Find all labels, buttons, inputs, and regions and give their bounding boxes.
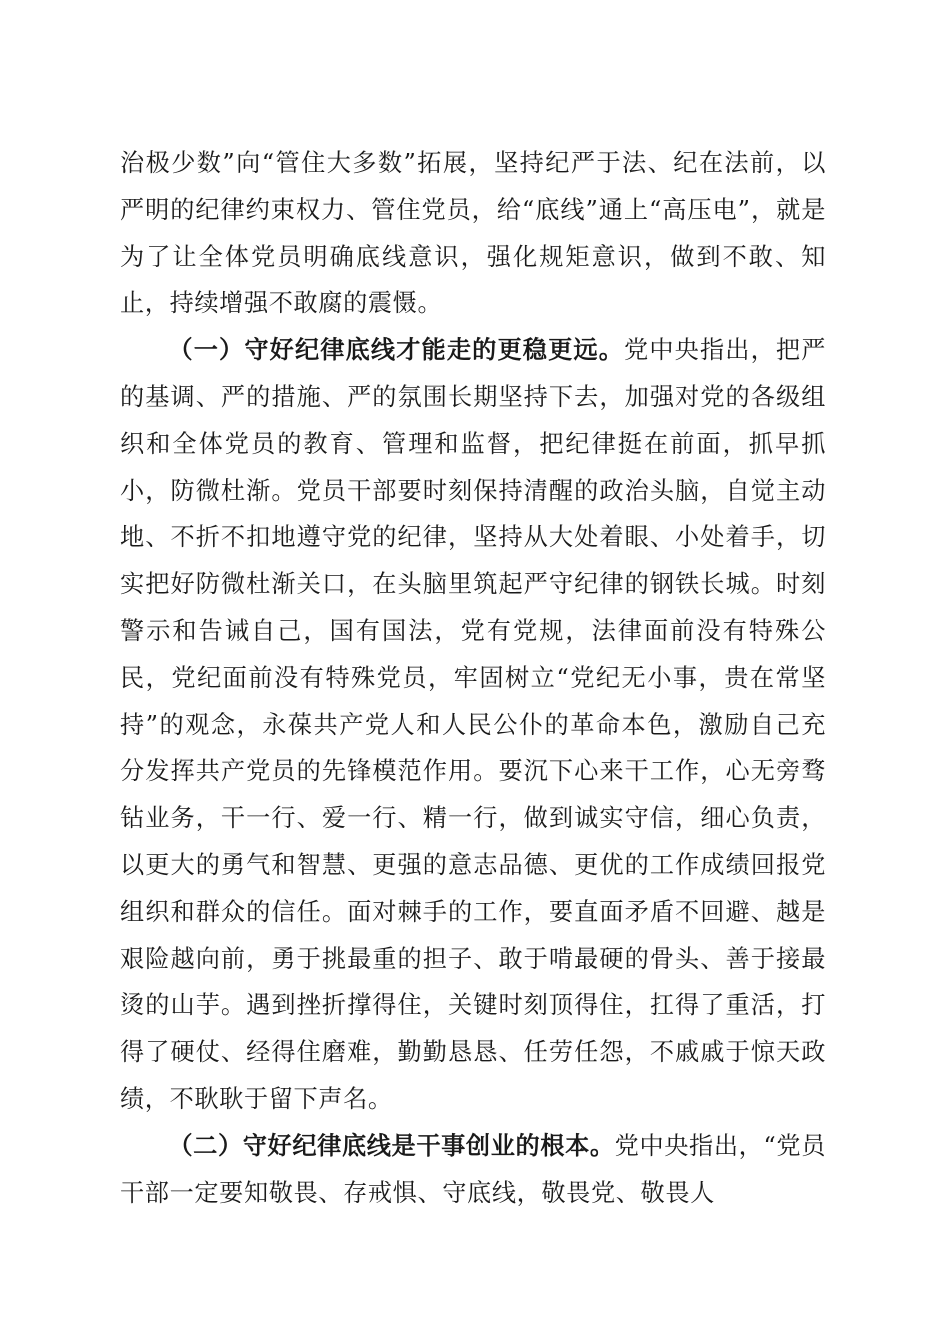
section-body-2: 党中央指出，“党员干部一定要知敬畏、存戒惧、守底线，敬畏党、敬畏人 [120, 1131, 826, 1207]
paragraph-continuation [120, 140, 826, 327]
section-heading-2: （二）守好纪律底线是干事创业的根本。 [168, 1130, 615, 1160]
section-paragraph-2 [120, 1123, 826, 1217]
section-body-1: 党中央指出，把严的基调、严的措施、严的氛围长期坚持下去，加强对党的各级组织和全体党员的教育、管理和监督，把纪律挺在前面，抓早抓小，防微杜渐。党员干部要时刻保持清醒的政治头脑，自觉主动地、不折不扣地遵守党的纪律，坚持从大处着眼、小处着手，切实把好防微杜渐关口，在头脑里筑起严守纪律的钢铁长城。时刻警示和告诫自己，国有国法，党有党规，法律面前没有特殊公民，党纪面前没有特殊党员，牢固树立“党纪无小事，贵在常坚持”的观念，永葆共产党人和人民公仆的革命本色，激励自己充分发挥共产党员的先锋模范作用。要沉下心来干工作，心无旁骛钻业务，干一行、爱一行、精一行，做到诚实守信，细心负责，以更大的勇气和智慧、更强的意志品德、更优的工作成绩回报党组织和群众的信任。面对棘手的工作，要直面矛盾不回避、越是艰险越向前，勇于挑最重的担子、敢于啃最硬的骨头、善于接最烫的山芋。遇到挫折撑得住，关键时刻顶得住，扛得了重活，打得了硬仗、经得住磨难，勤勤恳恳、任劳任怨，不戚戚于惊天政绩，不耿耿于留下声名。 [120, 336, 826, 1113]
section-paragraph-1 [120, 327, 826, 1123]
section-heading-1: （一）守好纪律底线才能走的更稳更远。 [168, 335, 625, 365]
document-body [120, 140, 826, 1216]
paragraph-body: 治极少数”向“管住大多数”拓展，坚持纪严于法、纪在法前，以严明的纪律约束权力、管住党员，给“底线”通上“高压电”，就是为了让全体党员明确底线意识，强化规矩意识，做到不敢、知止，持续增强不敢腐的震慑。 [120, 149, 826, 318]
